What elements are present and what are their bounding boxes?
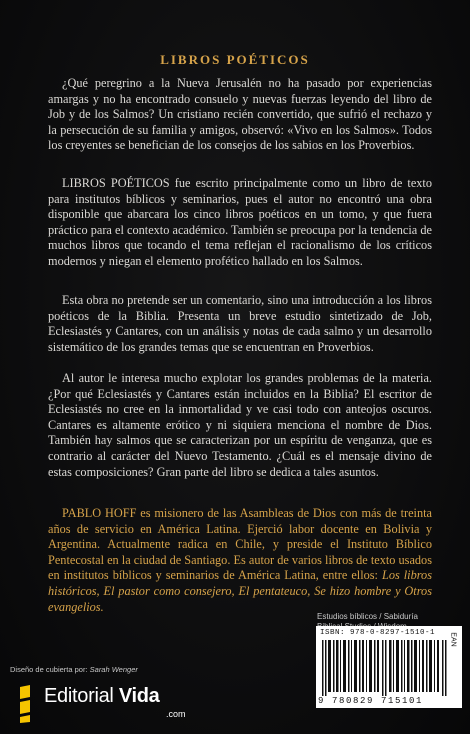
designer-label: Diseño de cubierta por: — [10, 665, 90, 674]
publisher-name-part1: Editorial — [44, 685, 119, 707]
publisher-name-part2: Vida — [118, 685, 160, 707]
publisher-name — [44, 685, 160, 708]
author-bio — [48, 506, 432, 615]
publisher-logo — [18, 685, 218, 725]
designer-name: Sarah Wenger — [89, 665, 138, 674]
paragraph-1: ¿Qué peregrino a la Nueva Jerusalén no ha pasado por experiencias amargas y no ha encontrado consuelo y nuevas fuerzas leyendo del libro de Job y de los Salmos? Un cristiano recién convertido, que sufrió el rechazo y la persecución de su familia y amigos, observó: «Vivo en los Salmos». Todos los creyentes se benefician de los consejos de los sabios en los Proverbios. — [48, 76, 432, 153]
barcode — [316, 626, 462, 708]
book-title: LIBROS POÉTICOS — [160, 52, 310, 67]
author-bio-titles: Los libros históricos, El pastor como consejero, El pentateuco, Se hizo hombre y Otros evangelios. — [48, 568, 432, 614]
author-bio-text: PABLO HOFF es misionero de las Asambleas de Dios con más de treinta años de servicio en América Latina. Ejerció labor docente en Bolivia y Argentina. Actualmente radica en Chile, y preside el Instituto Bíblico Pentecostal en la ciudad de Santiago. Es autor de varios libros de texto usados en institutos bíblicos y seminarios de América Latina, entre ellos: — [48, 506, 432, 583]
isbn-number: ISBN: 978-0-8297-1510-1 — [320, 629, 436, 637]
paragraph-4: Al autor le interesa mucho explotar los grandes problemas de la materia. ¿Por qué Eclesiastés y Cantares están incluidos en la Biblia? El escritor de Eclesiastés no cree en la inmortalidad y ve casi todo con anteojos oscuros. Cantares es altamente erótico y ni siquiera menciona el nombre de Dios. También hay salmos que se caracterizan por un espíritu de venganza, que es contrario al carácter del Nuevo Testamento. ¿Cuál es el mensaje divino de estas composiciones? Gran parte del libro se dedica a tales asuntos. — [48, 371, 432, 479]
category-spanish: Estudios bíblicos / Sabiduría — [317, 612, 418, 621]
barcode-digits: 9 780829 715101 — [318, 696, 424, 706]
paragraph-3: Esta obra no pretende ser un comentario, sino una introducción a los libros poéticos de la Biblia. Presenta un breve estudio sintetizado de Job, Eclesiastés y Cantares, con un análisis y notas de cada salmo y un desarrollo sistemático de los grandes temas que se encuentran en Proverbios. — [48, 293, 432, 354]
ean-label: EAN — [449, 632, 457, 647]
paragraph-2: LIBROS POÉTICOS fue escrito principalmente como un libro de texto para institutos bíblicos y seminarios, pues el autor no encontró una obra disponible que abarcara los cinco libros poéticos en un tomo, y que fuera práctico para el contexto académico. También se preocupa por la tendencia de muchos libros que tocando el tema reflejan el racionalismo de los críticos modernos y niegan el elemento profético hallado en los Salmos. — [48, 176, 432, 268]
barcode-bars — [322, 640, 448, 696]
cover-designer-credit — [10, 665, 138, 674]
publisher-mark-icon — [18, 685, 38, 723]
publisher-domain: .com — [166, 709, 186, 719]
